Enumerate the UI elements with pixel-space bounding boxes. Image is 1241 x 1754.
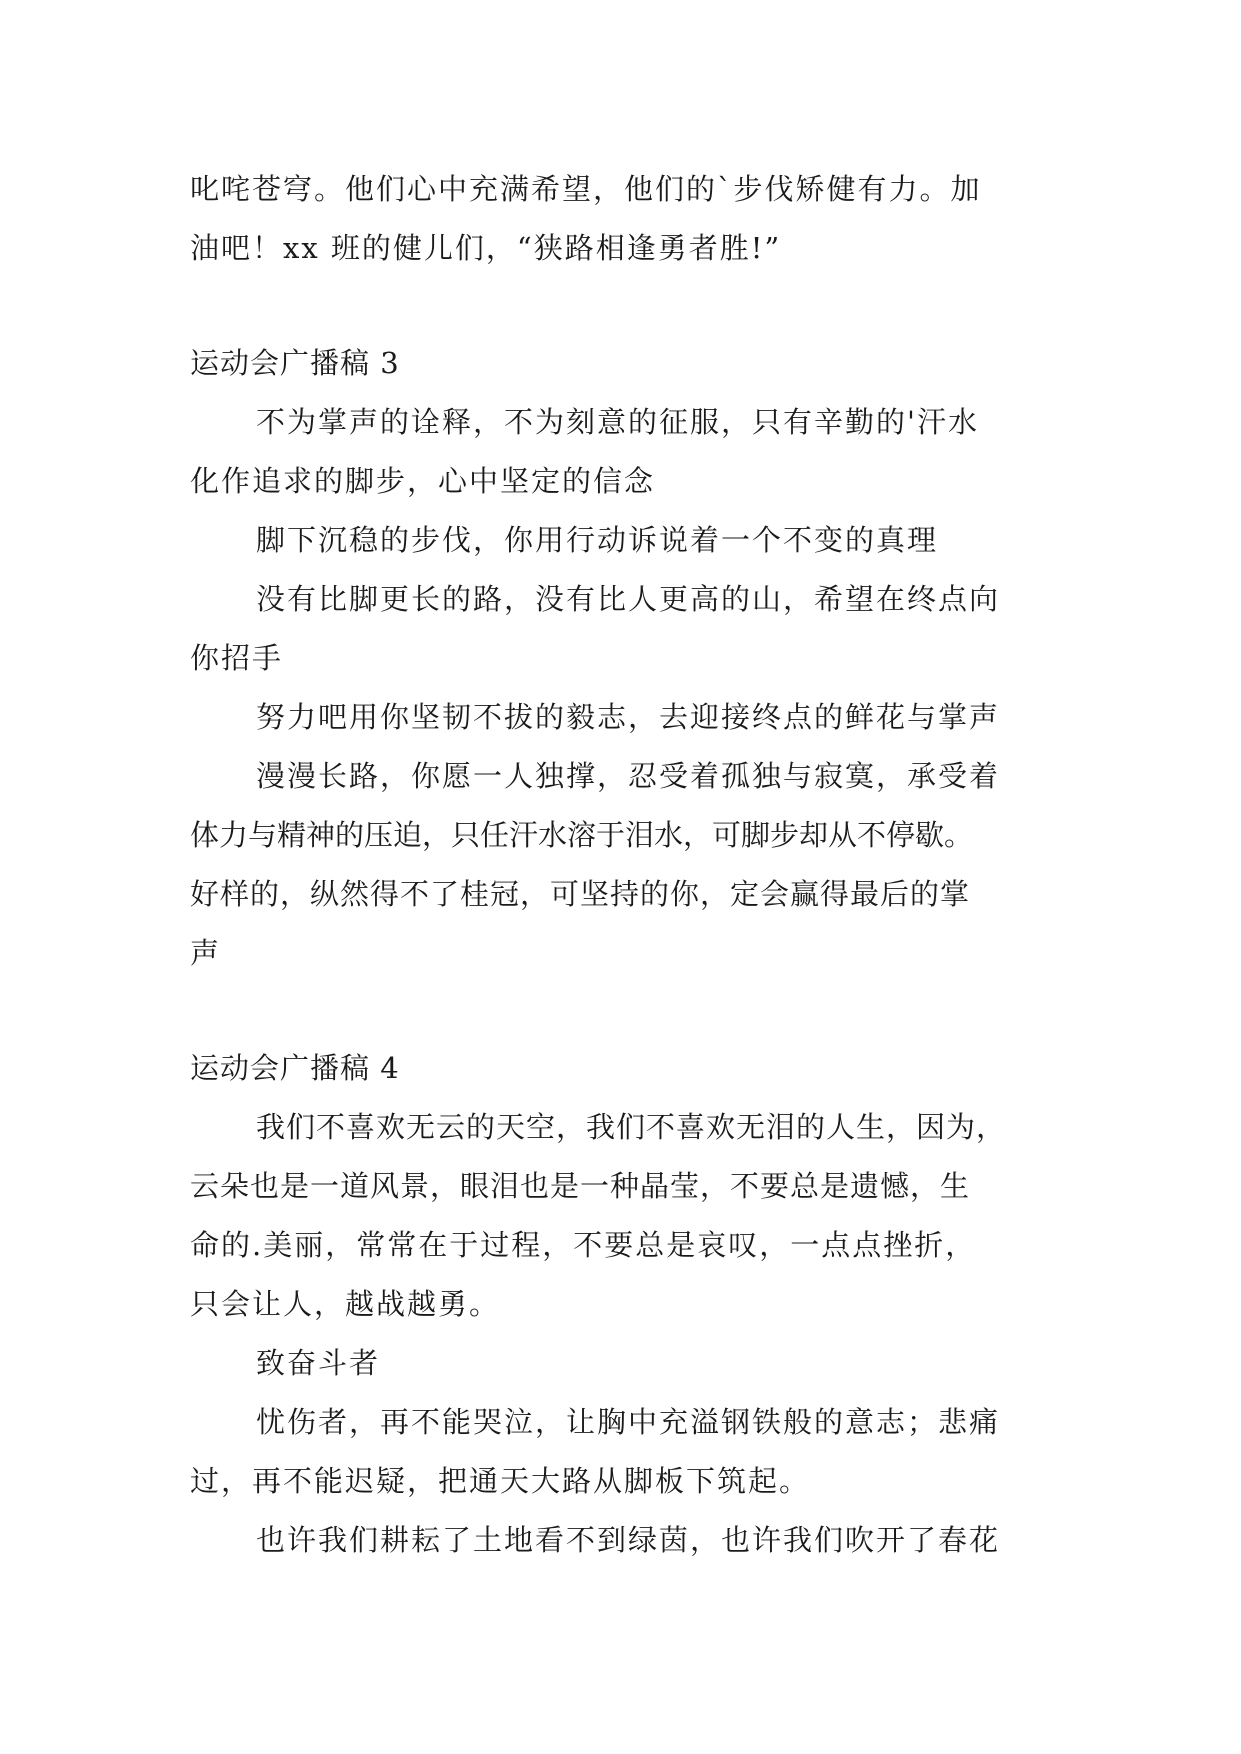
- paragraph-line: 也许我们耕耘了土地看不到绿茵，也许我们吹开了春花: [256, 1523, 1001, 1557]
- paragraph-line: 脚下沉稳的步伐，你用行动诉说着一个不变的真理: [256, 523, 939, 557]
- paragraph-line: 只会让人，越战越勇。: [190, 1287, 501, 1321]
- intro-line: 油吧！xx 班的健儿们，“狭路相逢勇者胜!”: [190, 231, 782, 265]
- paragraph-line: 漫漫长路，你愿一人独撑，忍受着孤独与寂寞，承受着: [256, 759, 1001, 793]
- section-gap: [190, 983, 1050, 1039]
- paragraph-line: 声: [190, 936, 222, 970]
- paragraph-line: 好样的，纵然得不了桂冠，可坚持的你，定会赢得最后的掌: [190, 877, 971, 911]
- document-body: [190, 160, 1050, 1570]
- intro-line: 叱咤苍穹。他们心中充满希望，他们的`步伐矫健有力。加: [190, 172, 982, 206]
- paragraph-line: 你招手: [190, 641, 284, 675]
- paragraph-line: 我们不喜欢无云的天空，我们不喜欢无泪的人生，因为，: [256, 1110, 1007, 1144]
- paragraph-line: 没有比脚更长的路，没有比人更高的山，希望在终点向: [256, 582, 1001, 616]
- paragraph-line: 命的.美丽，常常在于过程，不要总是哀叹，一点点挫折，: [190, 1228, 977, 1262]
- paragraph-line: 过，再不能迟疑，把通天大路从脚板下筑起。: [190, 1464, 811, 1498]
- section-heading-3: 运动会广播稿 3: [190, 346, 400, 380]
- paragraph-line: 云朵也是一道风景，眼泪也是一种晶莹，不要总是遗憾，生: [190, 1169, 971, 1203]
- section-gap: [190, 278, 1050, 334]
- paragraph-line: 致奋斗者: [256, 1346, 381, 1380]
- paragraph-line: 忧伤者，再不能哭泣，让胸中充溢钢铁般的意志；悲痛: [256, 1405, 1001, 1439]
- paragraph-line: 不为掌声的诠释，不为刻意的征服，只有辛勤的'汗水: [256, 405, 979, 439]
- paragraph-line: 化作追求的脚步，心中坚定的信念: [190, 464, 656, 498]
- paragraph-line: 体力与精神的压迫，只任汗水溶于泪水，可脚步却从不停歇。: [190, 818, 974, 852]
- paragraph-line: 努力吧用你坚韧不拔的毅志，去迎接终点的鲜花与掌声: [256, 700, 1001, 734]
- section-heading-4: 运动会广播稿 4: [190, 1051, 400, 1085]
